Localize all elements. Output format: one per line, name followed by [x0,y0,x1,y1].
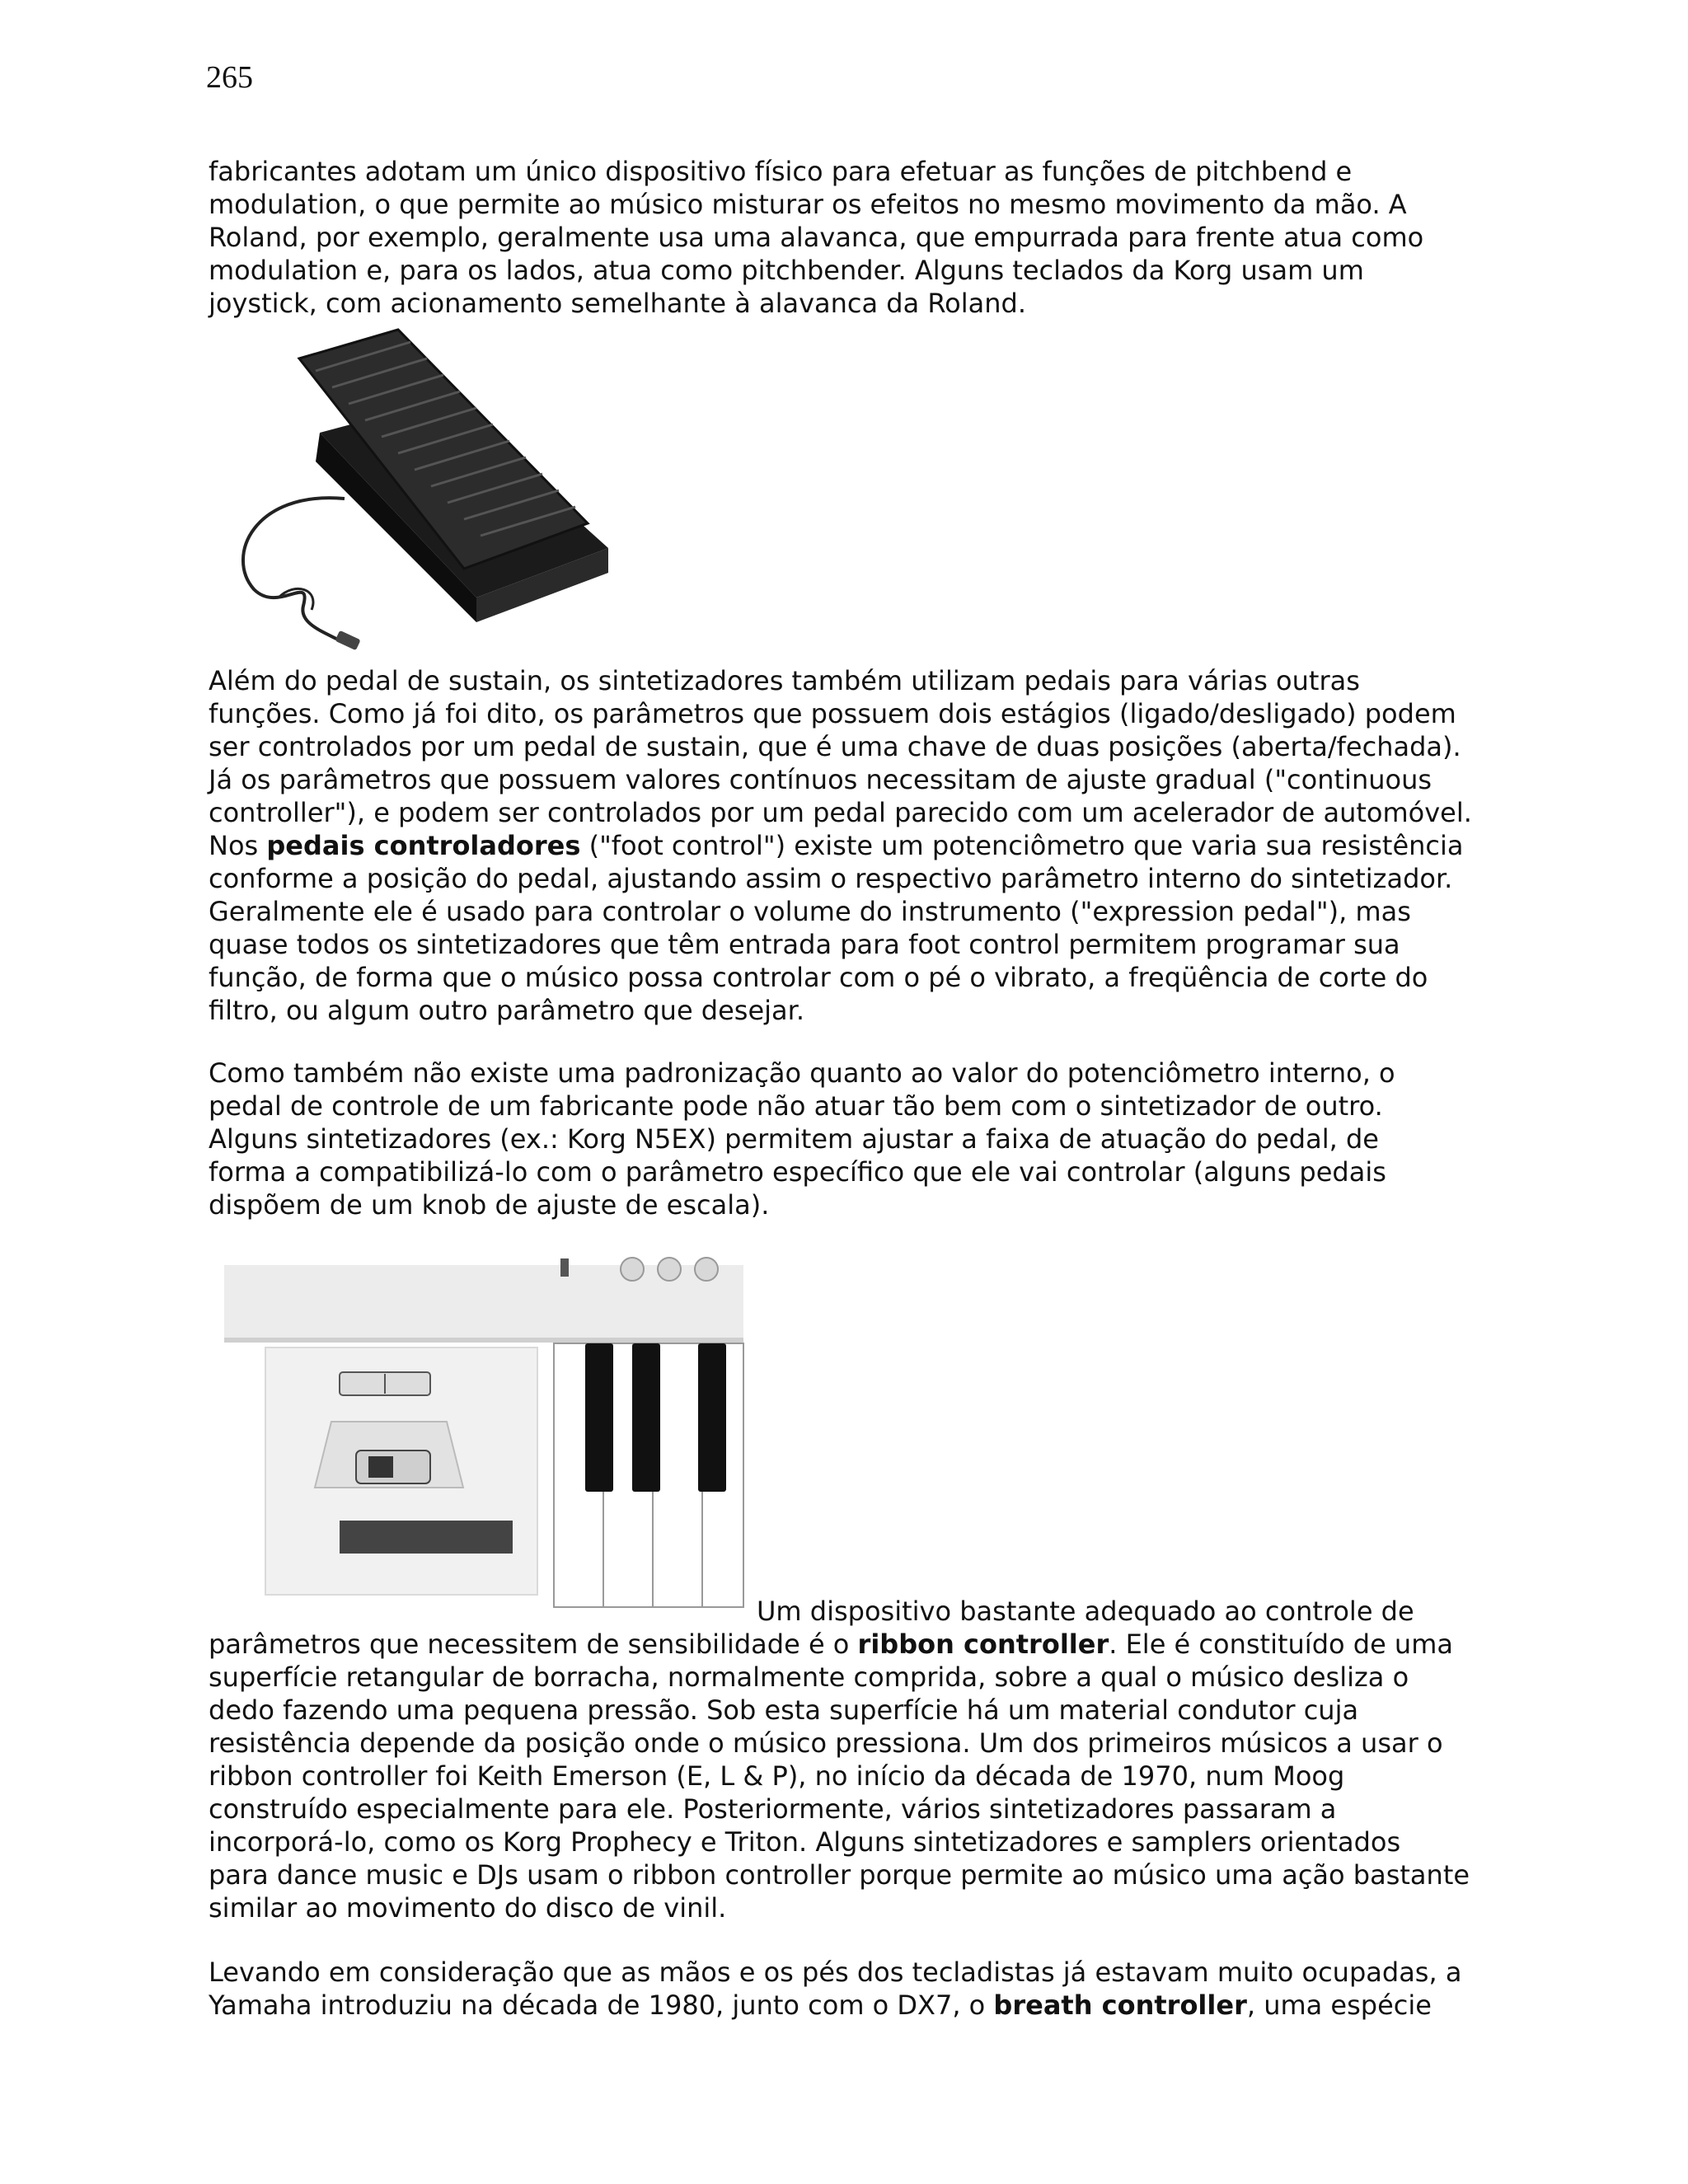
p2-bold-term: pedais controladores [266,830,581,861]
p2-text-b: ("foot control") existe um potenciômetro que varia sua resistência conforme a posição do pedal, ajustando assim o respectivo parâmetro interno do sintetizador. Geralmente ele é usado para controlar o volume do instrumento ("expression pedal"), mas quase todos os sintetizadores que têm entrada para foot control permitem programar sua função, de forma que o músico possa controlar com o pé o vibrato, a freqüência de corte do filtro, ou algum outro parâmetro que desejar. [209,830,1464,1026]
paragraph-foot-control [209,664,1527,1027]
ribbon-controller-keyboard-image [216,1249,752,1611]
p4-text-a: parâmetros que necessitem de sensibilidade é o [209,1629,858,1660]
p4-bold-term: ribbon controller [857,1629,1109,1660]
p4-text-b: . Ele é constituído de uma superfície retangular de borracha, normalmente comprida, sobre a qual o músico desliza o dedo fazendo uma pequena pressão. Sob esta superfície há um material condutor cuja resistência depende da posição onde o músico pressiona. Um dos primeiros músicos a usar o ribbon controller foi Keith Emerson (E, L & P), no início da década de 1970, num Moog construído especialmente para ele. Posteriormente, vários sintetizadores passaram a incorporá-lo, como os Korg Prophecy e Triton. Alguns sintetizadores e samplers orientados para dance music e DJs usam o ribbon controller porque permite ao músico uma ação bastante similar ao movimento do disco de vinil. [209,1629,1470,1924]
p5-text-b: , uma espécie [1246,1990,1432,2021]
paragraph-ribbon-controller [209,1628,1527,1924]
page-number: 265 [206,60,253,95]
p5-text-a: Levando em consideração que as mãos e os pés dos tecladistas já estavam muito ocupadas, a Yamaha introduziu na década de 1980, junto com o DX7, o [209,1957,1462,2021]
paragraph-ribbon-first-line: Um dispositivo bastante adequado ao controle de [757,1596,1414,1627]
p5-bold-term: breath controller [993,1990,1247,2021]
paragraph-pitchbend-modulation: fabricantes adotam um único dispositivo físico para efetuar as funções de pitchbend e modulation, o que permite ao músico misturar os efeitos no mesmo movimento da mão. A Roland, por exemplo, geralmente usa uma alavanca, que empurrada para frente atua como modulation e, para os lados, atua como pitchbender. Alguns teclados da Korg usam um joystick, com acionamento semelhante à alavanca da Roland. [209,156,1424,319]
paragraph-potentiometer: Como também não existe uma padronização quanto ao valor do potenciômetro interno, o pedal de controle de um fabricante pode não atuar tão bem com o sintetizador de outro. Alguns sintetizadores (ex.: Korg N5EX) permitem ajustar a faixa de atuação do pedal, de forma a compatibilizá-lo com o parâmetro específico que ele vai controlar (alguns pedais dispõem de um knob de ajuste de escala). [209,1057,1395,1221]
expression-pedal-image [221,326,617,655]
p2-text-a: Além do pedal de sustain, os sintetizadores também utilizam pedais para várias outras funções. Como já foi dito, os parâmetros que possuem dois estágios (ligado/desligado) podem ser controlados por um pedal de sustain, que é uma chave de duas posições (aberta/fechada). Já os parâmetros que possuem valores contínuos necessitam de ajuste gradual ("continuous controller"), e podem ser controlados por um pedal parecido com um acelerador de automóvel. Nos [209,665,1472,861]
paragraph-breath-controller [209,1956,1527,2022]
